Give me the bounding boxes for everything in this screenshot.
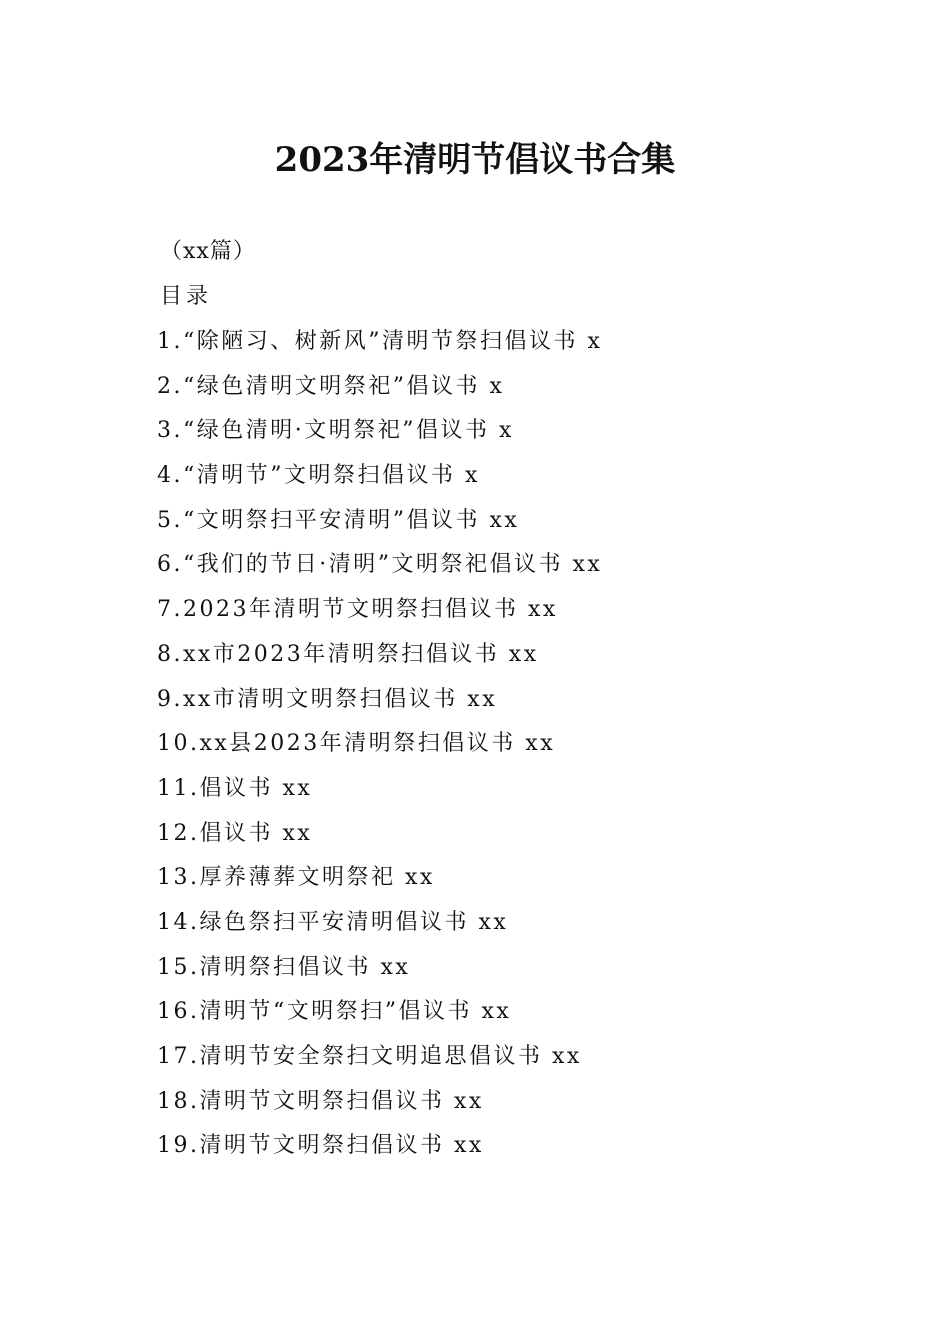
- toc-item: 13.厚养薄葬文明祭祀 xx: [157, 865, 435, 891]
- toc-item: 11.倡议书 xx: [157, 775, 313, 801]
- toc-item: 6.“我们的节日·清明”文明祭祀倡议书 xx: [157, 552, 603, 578]
- document-title: 2023年清明节倡议书合集: [274, 140, 676, 180]
- toc-item: 17.清明节安全祭扫文明追思倡议书 xx: [157, 1044, 582, 1069]
- toc-item: 10.xx县2023年清明祭扫倡议书 xx: [157, 731, 556, 757]
- toc-heading: 目录: [160, 284, 213, 309]
- toc-item: 1.“除陋习、树新风”清明节祭扫倡议书 x: [157, 329, 603, 354]
- toc-item: 19.清明节文明祭扫倡议书 xx: [157, 1133, 484, 1159]
- toc-item: 15.清明祭扫倡议书 xx: [157, 954, 411, 980]
- document-subtitle: （xx篇）: [160, 239, 256, 264]
- toc-item: 7.2023年清明节文明祭扫倡议书 xx: [157, 597, 558, 623]
- toc-item: 12.倡议书 xx: [157, 820, 313, 846]
- toc-item: 5.“文明祭扫平安清明”倡议书 xx: [157, 507, 520, 533]
- toc-list: [157, 326, 602, 1175]
- toc-item: 8.xx市2023年清明祭扫倡议书 xx: [157, 641, 539, 667]
- toc-item: 18.清明节文明祭扫倡议书 xx: [157, 1088, 484, 1114]
- toc-item: 3.“绿色清明·文明祭祀”倡议书 x: [157, 418, 514, 444]
- toc-item: 4.“清明节”文明祭扫倡议书 x: [157, 463, 480, 489]
- toc-item: 16.清明节“文明祭扫”倡议书 xx: [157, 999, 512, 1025]
- toc-item: 2.“绿色清明文明祭祀”倡议书 x: [157, 373, 505, 399]
- toc-item: 14.绿色祭扫平安清明倡议书 xx: [157, 909, 509, 935]
- toc-item: 9.xx市清明文明祭扫倡议书 xx: [157, 686, 498, 712]
